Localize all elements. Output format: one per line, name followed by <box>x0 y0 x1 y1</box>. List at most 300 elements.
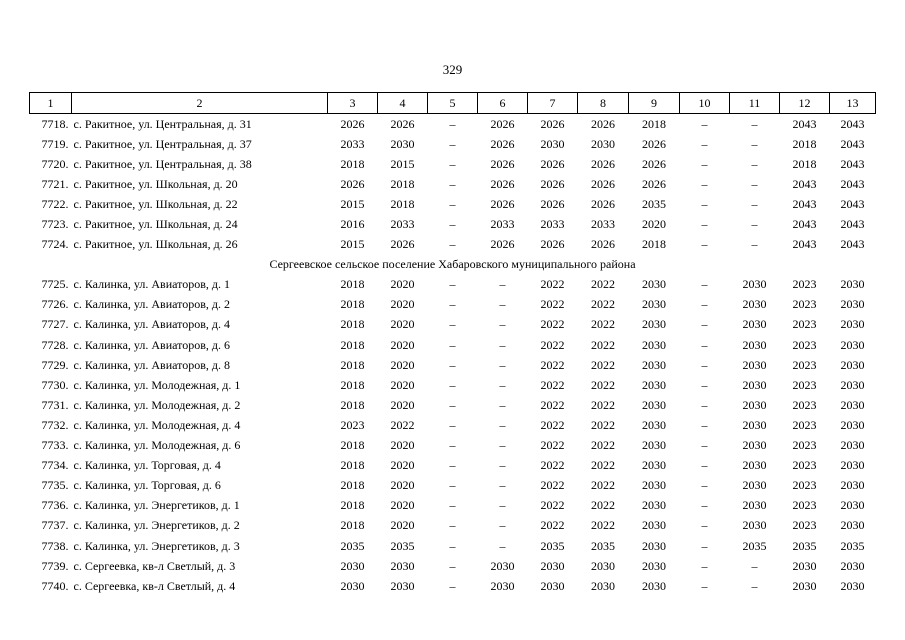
year-cell-col-12: 2043 <box>792 217 817 232</box>
year-cell-col-3: 2018 <box>340 518 365 533</box>
address-cell: с. Калинка, ул. Молодежная, д. 6 <box>73 438 241 453</box>
year-cell-col-4: 2020 <box>390 478 415 493</box>
year-cell-col-6: – <box>499 538 506 553</box>
register-table <box>29 92 876 596</box>
year-cell-col-11: 2030 <box>742 317 767 332</box>
year-cell-col-6: 2026 <box>490 237 515 252</box>
year-cell-col-12: 2043 <box>792 116 817 131</box>
year-cell-col-13: 2043 <box>840 116 865 131</box>
year-cell-col-5: – <box>449 558 456 573</box>
year-cell-col-8: 2026 <box>591 116 615 131</box>
year-cell-col-3: 2018 <box>340 317 365 332</box>
table-row <box>30 576 876 596</box>
year-cell-col-8: 2030 <box>591 136 615 151</box>
table-row <box>30 436 876 456</box>
year-cell-col-9: 2030 <box>642 277 666 292</box>
address-cell: с. Ракитное, ул. Центральная, д. 38 <box>73 156 252 171</box>
year-cell-col-3: 2018 <box>340 377 365 392</box>
year-cell-col-11: 2030 <box>742 518 767 533</box>
year-cell-col-12: 2023 <box>792 478 817 493</box>
year-cell-col-3: 2026 <box>340 116 365 131</box>
row-number: 7734. <box>41 458 69 473</box>
year-cell-col-9: 2030 <box>642 578 666 593</box>
table-row <box>30 315 876 335</box>
year-cell-col-7: 2022 <box>540 498 565 513</box>
year-cell-col-4: 2020 <box>390 337 415 352</box>
year-cell-col-12: 2030 <box>792 558 817 573</box>
year-cell-col-13: 2043 <box>840 217 865 232</box>
year-cell-col-7: 2026 <box>540 176 565 191</box>
year-cell-col-3: 2018 <box>340 498 365 513</box>
year-cell-col-7: 2022 <box>540 438 565 453</box>
year-cell-col-4: 2020 <box>390 518 415 533</box>
year-cell-col-4: 2030 <box>390 136 415 151</box>
year-cell-col-8: 2026 <box>591 176 615 191</box>
year-cell-col-4: 2022 <box>390 417 415 432</box>
year-cell-col-11: 2030 <box>742 498 767 513</box>
year-cell-col-6: – <box>499 277 506 292</box>
year-cell-col-6: – <box>499 478 506 493</box>
year-cell-col-6: 2033 <box>490 217 515 232</box>
year-cell-col-9: 2035 <box>642 196 666 211</box>
year-cell-col-12: 2023 <box>792 337 817 352</box>
row-number: 7731. <box>41 397 69 412</box>
year-cell-col-5: – <box>449 438 456 453</box>
row-number: 7737. <box>41 518 69 533</box>
column-header-1: 1 <box>30 93 72 114</box>
year-cell-col-7: 2022 <box>540 297 565 312</box>
year-cell-col-13: 2030 <box>840 277 865 292</box>
year-cell-col-5: – <box>449 277 456 292</box>
year-cell-col-13: 2043 <box>840 237 865 252</box>
year-cell-col-9: 2030 <box>642 438 666 453</box>
row-number: 7738. <box>41 538 69 553</box>
year-cell-col-3: 2018 <box>340 357 365 372</box>
year-cell-col-10: – <box>701 397 708 412</box>
year-cell-col-4: 2030 <box>390 578 415 593</box>
row-number: 7725. <box>41 277 69 292</box>
year-cell-col-3: 2015 <box>340 196 365 211</box>
year-cell-col-10: – <box>701 377 708 392</box>
year-cell-col-6: – <box>499 458 506 473</box>
year-cell-col-7: 2026 <box>540 196 565 211</box>
year-cell-col-8: 2022 <box>591 417 615 432</box>
table-row <box>30 154 876 174</box>
address-cell: с. Калинка, ул. Молодежная, д. 2 <box>73 397 241 412</box>
year-cell-col-13: 2030 <box>840 377 865 392</box>
year-cell-col-4: 2026 <box>390 237 415 252</box>
year-cell-col-11: – <box>751 237 758 252</box>
year-cell-col-12: 2023 <box>792 417 817 432</box>
year-cell-col-12: 2030 <box>792 578 817 593</box>
column-header-13: 13 <box>830 93 876 114</box>
year-cell-col-3: 2023 <box>340 417 365 432</box>
year-cell-col-11: 2030 <box>742 458 767 473</box>
year-cell-col-12: 2018 <box>792 136 817 151</box>
address-cell: с. Калинка, ул. Энергетиков, д. 3 <box>73 538 240 553</box>
year-cell-col-11: – <box>751 196 758 211</box>
column-header-5: 5 <box>428 93 478 114</box>
year-cell-col-7: 2035 <box>540 538 565 553</box>
year-cell-col-7: 2022 <box>540 317 565 332</box>
year-cell-col-8: 2022 <box>591 498 615 513</box>
year-cell-col-8: 2022 <box>591 357 615 372</box>
year-cell-col-5: – <box>449 498 456 513</box>
year-cell-col-11: – <box>751 116 758 131</box>
year-cell-col-11: – <box>751 578 758 593</box>
year-cell-col-5: – <box>449 578 456 593</box>
table-row <box>30 295 876 315</box>
year-cell-col-4: 2020 <box>390 297 415 312</box>
row-number: 7728. <box>41 337 69 352</box>
address-cell: с. Калинка, ул. Молодежная, д. 1 <box>73 377 241 392</box>
year-cell-col-9: 2030 <box>642 337 666 352</box>
year-cell-col-5: – <box>449 317 456 332</box>
row-number: 7727. <box>41 317 69 332</box>
year-cell-col-7: 2022 <box>540 337 565 352</box>
year-cell-col-3: 2030 <box>340 578 365 593</box>
year-cell-col-12: 2023 <box>792 458 817 473</box>
year-cell-col-9: 2018 <box>642 237 666 252</box>
year-cell-col-13: 2035 <box>840 538 865 553</box>
year-cell-col-3: 2033 <box>340 136 365 151</box>
year-cell-col-12: 2023 <box>792 397 817 412</box>
year-cell-col-11: 2030 <box>742 337 767 352</box>
table-row <box>30 355 876 375</box>
year-cell-col-8: 2022 <box>591 518 615 533</box>
year-cell-col-5: – <box>449 377 456 392</box>
year-cell-col-9: 2030 <box>642 397 666 412</box>
year-cell-col-6: – <box>499 417 506 432</box>
column-header-3: 3 <box>328 93 378 114</box>
year-cell-col-9: 2030 <box>642 377 666 392</box>
year-cell-col-8: 2022 <box>591 277 615 292</box>
year-cell-col-13: 2030 <box>840 337 865 352</box>
year-cell-col-9: 2018 <box>642 116 666 131</box>
year-cell-col-11: 2030 <box>742 297 767 312</box>
year-cell-col-10: – <box>701 136 708 151</box>
year-cell-col-9: 2030 <box>642 458 666 473</box>
year-cell-col-7: 2030 <box>540 136 565 151</box>
year-cell-col-10: – <box>701 277 708 292</box>
year-cell-col-13: 2030 <box>840 518 865 533</box>
year-cell-col-9: 2030 <box>642 417 666 432</box>
year-cell-col-12: 2018 <box>792 156 817 171</box>
year-cell-col-5: – <box>449 176 456 191</box>
table-row <box>30 114 876 135</box>
column-header-8: 8 <box>578 93 629 114</box>
year-cell-col-8: 2035 <box>591 538 615 553</box>
address-cell: с. Калинка, ул. Молодежная, д. 4 <box>73 417 241 432</box>
year-cell-col-4: 2020 <box>390 498 415 513</box>
year-cell-col-6: – <box>499 377 506 392</box>
year-cell-col-4: 2020 <box>390 458 415 473</box>
section-heading: Сергеевское сельское поселение Хабаровского муниципального района <box>269 257 636 272</box>
table-row <box>30 395 876 415</box>
year-cell-col-11: – <box>751 558 758 573</box>
year-cell-col-4: 2026 <box>390 116 415 131</box>
column-header-12: 12 <box>780 93 830 114</box>
year-cell-col-12: 2023 <box>792 377 817 392</box>
year-cell-col-12: 2023 <box>792 438 817 453</box>
year-cell-col-9: 2030 <box>642 478 666 493</box>
year-cell-col-5: – <box>449 357 456 372</box>
year-cell-col-5: – <box>449 297 456 312</box>
year-cell-col-8: 2022 <box>591 438 615 453</box>
row-number: 7729. <box>41 357 69 372</box>
table-row <box>30 194 876 214</box>
year-cell-col-8: 2022 <box>591 478 615 493</box>
year-cell-col-3: 2018 <box>340 156 365 171</box>
year-cell-col-5: – <box>449 518 456 533</box>
year-cell-col-13: 2030 <box>840 297 865 312</box>
year-cell-col-6: – <box>499 297 506 312</box>
year-cell-col-7: 2022 <box>540 518 565 533</box>
year-cell-col-8: 2022 <box>591 317 615 332</box>
year-cell-col-4: 2020 <box>390 438 415 453</box>
year-cell-col-4: 2035 <box>390 538 415 553</box>
table-row <box>30 214 876 234</box>
year-cell-col-6: – <box>499 317 506 332</box>
year-cell-col-7: 2026 <box>540 156 565 171</box>
year-cell-col-5: – <box>449 196 456 211</box>
year-cell-col-4: 2020 <box>390 397 415 412</box>
year-cell-col-8: 2022 <box>591 337 615 352</box>
address-cell: с. Калинка, ул. Авиаторов, д. 4 <box>73 317 230 332</box>
row-number: 7723. <box>41 217 69 232</box>
address-cell: с. Калинка, ул. Торговая, д. 6 <box>73 478 221 493</box>
table-row <box>30 275 876 295</box>
year-cell-col-13: 2030 <box>840 438 865 453</box>
year-cell-col-6: – <box>499 357 506 372</box>
column-header-7: 7 <box>528 93 578 114</box>
year-cell-col-6: 2026 <box>490 136 515 151</box>
year-cell-col-5: – <box>449 538 456 553</box>
year-cell-col-6: – <box>499 518 506 533</box>
year-cell-col-7: 2030 <box>540 578 565 593</box>
year-cell-col-11: 2035 <box>742 538 767 553</box>
year-cell-col-3: 2015 <box>340 237 365 252</box>
table-row <box>30 456 876 476</box>
address-cell: с. Калинка, ул. Авиаторов, д. 2 <box>73 297 230 312</box>
year-cell-col-8: 2026 <box>591 156 615 171</box>
year-cell-col-10: – <box>701 217 708 232</box>
column-header-6: 6 <box>478 93 528 114</box>
year-cell-col-6: – <box>499 498 506 513</box>
year-cell-col-4: 2020 <box>390 377 415 392</box>
year-cell-col-11: 2030 <box>742 438 767 453</box>
year-cell-col-12: 2023 <box>792 498 817 513</box>
table-body <box>30 114 876 597</box>
year-cell-col-9: 2030 <box>642 518 666 533</box>
year-cell-col-9: 2030 <box>642 357 666 372</box>
year-cell-col-13: 2030 <box>840 458 865 473</box>
year-cell-col-9: 2026 <box>642 156 666 171</box>
address-cell: с. Калинка, ул. Торговая, д. 4 <box>73 458 221 473</box>
year-cell-col-7: 2022 <box>540 277 565 292</box>
year-cell-col-10: – <box>701 558 708 573</box>
year-cell-col-9: 2030 <box>642 317 666 332</box>
year-cell-col-12: 2023 <box>792 518 817 533</box>
year-cell-col-4: 2020 <box>390 357 415 372</box>
column-header-11: 11 <box>730 93 780 114</box>
year-cell-col-10: – <box>701 458 708 473</box>
year-cell-col-3: 2016 <box>340 217 365 232</box>
year-cell-col-10: – <box>701 196 708 211</box>
year-cell-col-12: 2023 <box>792 297 817 312</box>
year-cell-col-8: 2026 <box>591 237 615 252</box>
year-cell-col-3: 2030 <box>340 558 365 573</box>
year-cell-col-10: – <box>701 176 708 191</box>
row-number: 7736. <box>41 498 69 513</box>
year-cell-col-8: 2022 <box>591 397 615 412</box>
year-cell-col-10: – <box>701 518 708 533</box>
year-cell-col-10: – <box>701 116 708 131</box>
column-header-2: 2 <box>72 93 328 114</box>
address-cell: с. Ракитное, ул. Центральная, д. 31 <box>73 116 252 131</box>
year-cell-col-13: 2043 <box>840 196 865 211</box>
address-cell: с. Калинка, ул. Энергетиков, д. 2 <box>73 518 240 533</box>
column-header-9: 9 <box>629 93 680 114</box>
column-header-4: 4 <box>378 93 428 114</box>
row-number: 7724. <box>41 237 69 252</box>
table-row <box>30 375 876 395</box>
year-cell-col-10: – <box>701 156 708 171</box>
year-cell-col-12: 2043 <box>792 196 817 211</box>
year-cell-col-4: 2018 <box>390 176 415 191</box>
year-cell-col-6: – <box>499 337 506 352</box>
year-cell-col-5: – <box>449 478 456 493</box>
year-cell-col-8: 2022 <box>591 377 615 392</box>
address-cell: с. Сергеевка, кв-л Светлый, д. 3 <box>73 558 236 573</box>
year-cell-col-10: – <box>701 237 708 252</box>
row-number: 7735. <box>41 478 69 493</box>
table-row <box>30 335 876 355</box>
year-cell-col-8: 2033 <box>591 217 615 232</box>
year-cell-col-6: 2030 <box>490 558 515 573</box>
year-cell-col-8: 2022 <box>591 297 615 312</box>
year-cell-col-5: – <box>449 337 456 352</box>
year-cell-col-13: 2030 <box>840 417 865 432</box>
year-cell-col-3: 2035 <box>340 538 365 553</box>
year-cell-col-11: 2030 <box>742 357 767 372</box>
year-cell-col-13: 2043 <box>840 136 865 151</box>
year-cell-col-7: 2022 <box>540 357 565 372</box>
year-cell-col-3: 2018 <box>340 297 365 312</box>
year-cell-col-7: 2022 <box>540 397 565 412</box>
row-number: 7733. <box>41 438 69 453</box>
year-cell-col-9: 2026 <box>642 136 666 151</box>
address-cell: с. Ракитное, ул. Школьная, д. 20 <box>73 176 238 191</box>
row-number: 7730. <box>41 377 69 392</box>
year-cell-col-4: 2020 <box>390 317 415 332</box>
year-cell-col-10: – <box>701 357 708 372</box>
year-cell-col-12: 2023 <box>792 357 817 372</box>
table-row <box>30 134 876 154</box>
row-number: 7721. <box>41 176 69 191</box>
year-cell-col-5: – <box>449 136 456 151</box>
year-cell-col-12: 2023 <box>792 317 817 332</box>
year-cell-col-10: – <box>701 578 708 593</box>
year-cell-col-6: 2030 <box>490 578 515 593</box>
row-number: 7719. <box>41 136 69 151</box>
table-row <box>30 496 876 516</box>
year-cell-col-10: – <box>701 317 708 332</box>
year-cell-col-4: 2018 <box>390 196 415 211</box>
year-cell-col-10: – <box>701 297 708 312</box>
year-cell-col-7: 2022 <box>540 478 565 493</box>
table-row <box>30 516 876 536</box>
row-number: 7726. <box>41 297 69 312</box>
address-cell: с. Сергеевка, кв-л Светлый, д. 4 <box>73 578 236 593</box>
year-cell-col-9: 2030 <box>642 538 666 553</box>
row-number: 7739. <box>41 558 69 573</box>
table-row <box>30 235 876 255</box>
year-cell-col-5: – <box>449 417 456 432</box>
year-cell-col-10: – <box>701 538 708 553</box>
year-cell-col-9: 2026 <box>642 176 666 191</box>
year-cell-col-4: 2033 <box>390 217 415 232</box>
year-cell-col-3: 2018 <box>340 438 365 453</box>
year-cell-col-7: 2026 <box>540 237 565 252</box>
year-cell-col-6: 2026 <box>490 196 515 211</box>
year-cell-col-7: 2022 <box>540 417 565 432</box>
year-cell-col-10: – <box>701 438 708 453</box>
year-cell-col-11: – <box>751 156 758 171</box>
year-cell-col-8: 2030 <box>591 558 615 573</box>
row-number: 7732. <box>41 417 69 432</box>
year-cell-col-10: – <box>701 478 708 493</box>
address-cell: с. Калинка, ул. Энергетиков, д. 1 <box>73 498 240 513</box>
year-cell-col-6: 2026 <box>490 156 515 171</box>
year-cell-col-5: – <box>449 397 456 412</box>
year-cell-col-9: 2030 <box>642 498 666 513</box>
year-cell-col-13: 2030 <box>840 317 865 332</box>
year-cell-col-7: 2030 <box>540 558 565 573</box>
year-cell-col-11: – <box>751 217 758 232</box>
table-row <box>30 556 876 576</box>
year-cell-col-5: – <box>449 116 456 131</box>
year-cell-col-13: 2030 <box>840 478 865 493</box>
year-cell-col-3: 2018 <box>340 277 365 292</box>
year-cell-col-10: – <box>701 498 708 513</box>
year-cell-col-13: 2043 <box>840 176 865 191</box>
year-cell-col-8: 2030 <box>591 578 615 593</box>
year-cell-col-11: 2030 <box>742 417 767 432</box>
year-cell-col-7: 2026 <box>540 116 565 131</box>
table-header-row <box>30 93 876 114</box>
address-cell: с. Калинка, ул. Авиаторов, д. 6 <box>73 337 230 352</box>
year-cell-col-10: – <box>701 417 708 432</box>
year-cell-col-13: 2030 <box>840 357 865 372</box>
year-cell-col-4: 2015 <box>390 156 415 171</box>
address-cell: с. Ракитное, ул. Школьная, д. 26 <box>73 237 238 252</box>
year-cell-col-3: 2018 <box>340 397 365 412</box>
address-cell: с. Ракитное, ул. Центральная, д. 37 <box>73 136 252 151</box>
year-cell-col-11: 2030 <box>742 277 767 292</box>
year-cell-col-9: 2030 <box>642 558 666 573</box>
year-cell-col-11: 2030 <box>742 397 767 412</box>
year-cell-col-13: 2030 <box>840 578 865 593</box>
year-cell-col-7: 2022 <box>540 377 565 392</box>
year-cell-col-9: 2030 <box>642 297 666 312</box>
year-cell-col-9: 2020 <box>642 217 666 232</box>
row-number: 7722. <box>41 196 69 211</box>
address-cell: с. Калинка, ул. Авиаторов, д. 8 <box>73 357 230 372</box>
year-cell-col-3: 2018 <box>340 458 365 473</box>
year-cell-col-12: 2035 <box>792 538 817 553</box>
year-cell-col-6: 2026 <box>490 116 515 131</box>
